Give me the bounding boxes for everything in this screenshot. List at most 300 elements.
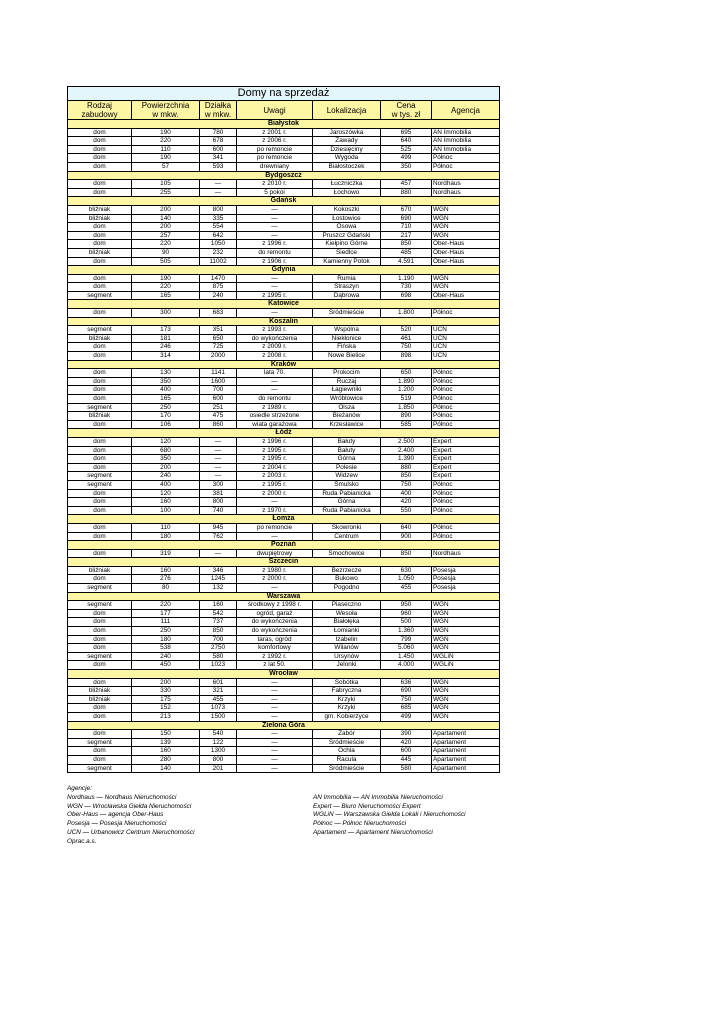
title-row [68,87,500,101]
city-name: Gdynia [68,266,500,275]
table-cell: Wesoła [313,609,381,618]
table-cell: — [237,687,313,696]
table-cell: Białostoczek [313,162,381,171]
table-row [68,472,500,481]
table-cell: Bałuty [313,437,381,446]
table-row [68,205,500,214]
table-cell: 525 [381,145,432,154]
table-cell: 132 [200,584,237,593]
table-row [68,644,500,653]
table-cell: 2.400 [381,446,432,455]
table-cell: 475 [200,412,237,421]
table-cell: 898 [381,352,432,361]
table-cell: — [237,704,313,713]
table-cell: po remoncie [237,523,313,532]
table-cell: dom [68,137,132,146]
table-cell: 740 [200,506,237,515]
table-cell: 4.000 [381,661,432,670]
table-row [68,532,500,541]
table-cell: 650 [381,369,432,378]
table-row [68,283,500,292]
table-cell: — [237,274,313,283]
table-cell: 220 [132,137,200,146]
table-cell: Północ [432,412,500,421]
table-row [68,352,500,361]
table-cell: 400 [132,480,200,489]
table-cell: dom [68,747,132,756]
table-cell: 750 [381,480,432,489]
table-cell: 600 [200,145,237,154]
table-row [68,369,500,378]
table-cell: Krzesławice [313,420,381,429]
table-cell: gm. Kobierzyce [313,712,381,721]
table-cell: dom [68,489,132,498]
table-cell: 213 [132,712,200,721]
table-cell: osiedle strzeżone [237,412,313,421]
table-cell: 550 [381,506,432,515]
notes-right-column [313,794,466,838]
table-cell: 180 [132,532,200,541]
column-header [381,101,432,120]
table-row [68,412,500,421]
table-cell: WGN [432,205,500,214]
table-cell: bliźniak [68,214,132,223]
table-cell: 499 [381,712,432,721]
table-cell: 240 [200,291,237,300]
table-cell: segment [68,764,132,773]
table-cell: dom [68,180,132,189]
table-cell: 100 [132,506,200,515]
table-cell: 799 [381,635,432,644]
table-cell: 11002 [200,257,237,266]
table-cell: WGN [432,635,500,644]
table-cell: 250 [132,627,200,636]
table-cell: Północ [432,386,500,395]
table-cell: po remoncie [237,154,313,163]
table-cell: — [237,584,313,593]
table-cell: Pruszcz Gdański [313,231,381,240]
table-cell: dom [68,549,132,558]
table-cell: 314 [132,352,200,361]
table-row [68,334,500,343]
table-row [68,274,500,283]
note-line: Oprac.a.s. [67,837,97,845]
table-cell: 1073 [200,704,237,713]
table-cell: UCN [432,326,500,335]
table-cell: Kamienny Potok [313,257,381,266]
table-cell: UCN [432,343,500,352]
table-title: Domy na sprzedaż [68,87,500,101]
table-cell: z 2010 r. [237,180,313,189]
table-cell: dom [68,506,132,515]
table-cell: Osowa [313,223,381,232]
table-cell: 351 [200,326,237,335]
table-cell: taras, ogród [237,635,313,644]
city-header-row [68,171,500,180]
table-cell: Piaseczno [313,601,381,610]
city-name: Zielona Góra [68,721,500,730]
table-cell: Dziesięciny [313,145,381,154]
table-cell: 350 [132,455,200,464]
table-cell: Niekłonice [313,334,381,343]
table-cell: WGN [432,618,500,627]
table-cell: Kiełpino Górne [313,240,381,249]
table-cell: Smulsko [313,480,381,489]
table-cell: wiata garażowa [237,420,313,429]
table-cell: 420 [381,738,432,747]
table-cell: 800 [200,755,237,764]
table-cell: po remoncie [237,145,313,154]
table-cell: Bezrzecze [313,566,381,575]
table-cell: 120 [132,489,200,498]
table-cell: — [200,188,237,197]
table-cell: 200 [132,463,200,472]
column-header-line: Rodzaj [87,101,112,110]
table-cell: WGN [432,644,500,653]
table-cell: Straszyn [313,283,381,292]
table-cell: 630 [381,566,432,575]
table-cell: Północ [432,154,500,163]
table-cell: 685 [381,704,432,713]
table-cell: bliźniak [68,566,132,575]
table-cell: 542 [200,609,237,618]
table-cell: 220 [132,240,200,249]
table-cell: dom [68,532,132,541]
notes-left-column [67,794,195,847]
table-cell: dwupiętrowy [237,549,313,558]
table-row [68,223,500,232]
table-cell: dom [68,455,132,464]
table-cell: Zabór [313,730,381,739]
table-cell: Ruda Pabianicka [313,506,381,515]
table-cell: 457 [381,180,432,189]
table-cell: 960 [381,609,432,618]
table-cell: 330 [132,687,200,696]
table-cell: 780 [200,128,237,137]
column-header-line: w tys. zł [391,110,421,119]
table-row [68,145,500,154]
table-cell: 165 [132,395,200,404]
table-cell: WGN [432,712,500,721]
table-cell: z 2001 r. [237,128,313,137]
table-cell: 683 [200,309,237,318]
table-cell: bliźniak [68,334,132,343]
city-header-row [68,558,500,567]
table-cell: — [200,463,237,472]
table-cell: do wykończenia [237,618,313,627]
column-header-line: Działka [204,101,232,110]
table-cell: dom [68,635,132,644]
table-cell: z 2000 r. [237,575,313,584]
table-cell: 1470 [200,274,237,283]
table-cell: 321 [200,687,237,696]
table-cell: 201 [200,764,237,773]
table-cell: Expert [432,472,500,481]
table-cell: 505 [132,257,200,266]
table-cell: 762 [200,532,237,541]
table-cell: Ruczaj [313,377,381,386]
table-cell: 1.390 [381,455,432,464]
table-row [68,386,500,395]
table-cell: 341 [200,154,237,163]
table-cell: Posesja [432,584,500,593]
table-cell: Skowronki [313,523,381,532]
table-cell: Ober-Haus [432,257,500,266]
city-name: Gdańsk [68,197,500,206]
table-cell: do remontu [237,248,313,257]
table-cell: 200 [132,678,200,687]
table-cell: 700 [200,386,237,395]
table-cell: 150 [132,730,200,739]
table-cell: 538 [132,644,200,653]
table-cell: UCN [432,352,500,361]
table-cell: 800 [200,498,237,507]
table-row [68,180,500,189]
note-line: Expert — Biuro Nieruchomości Expert [313,802,421,810]
city-header-row [68,197,500,206]
table-cell: 730 [381,283,432,292]
column-header [68,101,132,120]
table-cell: 255 [132,188,200,197]
table-cell: Śródmieście [313,764,381,773]
table-cell: dom [68,154,132,163]
table-cell: 160 [132,566,200,575]
table-cell: 175 [132,695,200,704]
table-cell: 5.060 [381,644,432,653]
table-cell: z lat 50. [237,661,313,670]
table-cell: 520 [381,326,432,335]
table-cell: 177 [132,609,200,618]
table-cell: 251 [200,403,237,412]
table-cell: Ursynów [313,652,381,661]
table-row [68,162,500,171]
table-cell: — [237,678,313,687]
column-header [132,101,200,120]
table-cell: Expert [432,446,500,455]
table-cell: Ochla [313,747,381,756]
table-cell: z 1995 r. [237,480,313,489]
table-cell: z 1996 r. [237,437,313,446]
table-row [68,755,500,764]
table-cell: 160 [132,747,200,756]
table-cell: z 2006 r. [237,137,313,146]
table-cell: Izabelin [313,635,381,644]
table-cell: 750 [381,343,432,352]
table-cell: dom [68,420,132,429]
table-cell: dom [68,231,132,240]
table-cell: — [237,738,313,747]
table-cell: Olsza [313,403,381,412]
table-cell: 200 [132,205,200,214]
table-cell: dom [68,162,132,171]
table-cell: Posesja [432,566,500,575]
table-row [68,395,500,404]
table-cell: 200 [132,223,200,232]
table-row [68,764,500,773]
table-cell: Expert [432,463,500,472]
table-cell: 875 [200,283,237,292]
table-cell: 450 [132,661,200,670]
table-cell: Wspólna [313,326,381,335]
table-cell: 1023 [200,661,237,670]
table-row [68,420,500,429]
table-cell: 850 [381,472,432,481]
table-cell: Krzyki [313,704,381,713]
table-cell: Łagiewniki [313,386,381,395]
table-cell: 880 [381,188,432,197]
table-cell: 1141 [200,369,237,378]
table-cell: 1.890 [381,377,432,386]
table-row [68,566,500,575]
table-cell: Dąbrowa [313,291,381,300]
city-name: Warszawa [68,592,500,601]
table-cell: 519 [381,395,432,404]
table-cell: 120 [132,437,200,446]
table-row [68,291,500,300]
table-cell: Fabryczna [313,687,381,696]
table-cell: Północ [432,420,500,429]
table-cell: Północ [432,395,500,404]
table-cell: komfortowy [237,644,313,653]
table-cell: Łochowo [313,188,381,197]
table-cell: — [237,205,313,214]
table-row [68,687,500,696]
column-header-line: w mkw. [152,110,179,119]
table-cell: 950 [381,601,432,610]
table-cell: dom [68,446,132,455]
table-row [68,437,500,446]
column-header [200,101,237,120]
table-row [68,730,500,739]
table-cell: — [237,712,313,721]
table-cell: 2750 [200,644,237,653]
city-name: Szczecin [68,558,500,567]
table-cell: — [237,214,313,223]
table-row [68,137,500,146]
city-name: Koszalin [68,317,500,326]
table-cell: WGN [432,223,500,232]
table-cell: dom [68,386,132,395]
table-cell: Północ [432,523,500,532]
table-cell: 678 [200,137,237,146]
table-row [68,214,500,223]
table-row [68,575,500,584]
table-cell: — [237,386,313,395]
city-header-row [68,317,500,326]
table-cell: Północ [432,162,500,171]
table-cell: z 2000 r. [237,489,313,498]
table-cell: Łomianki [313,627,381,636]
city-header-row [68,670,500,679]
table-row [68,248,500,257]
table-cell: Racula [313,755,381,764]
table-cell: 700 [200,635,237,644]
column-header-line: Uwagi [263,105,286,115]
table-cell: 350 [381,162,432,171]
table-cell: 640 [381,523,432,532]
table-cell: 1.850 [381,403,432,412]
table-cell: — [237,309,313,318]
table-cell: 1.050 [381,575,432,584]
table-cell: 640 [381,137,432,146]
table-cell: 400 [381,489,432,498]
table-cell: 850 [200,627,237,636]
note-line: UCN — Urbanowicz Centrum Nieruchomości [67,828,195,836]
table-cell: dom [68,609,132,618]
table-cell: 130 [132,369,200,378]
table-cell: Ober-Haus [432,291,500,300]
table-cell: dom [68,257,132,266]
table-cell: 725 [200,343,237,352]
table-cell: AN Immobilia [432,137,500,146]
table-row [68,652,500,661]
table-cell: AN Immobilia [432,145,500,154]
table-cell: 122 [200,738,237,747]
table-cell: Bałuty [313,446,381,455]
table-cell: 173 [132,326,200,335]
table-cell: z 1992 r. [237,652,313,661]
table-cell: Krzyki [313,695,381,704]
table-cell: 500 [381,618,432,627]
table-cell: z 1996 r. [237,240,313,249]
table-cell: — [200,549,237,558]
table-cell: WGLiN [432,661,500,670]
table-cell: bliźniak [68,205,132,214]
table-row [68,738,500,747]
table-cell: 105 [132,180,200,189]
table-cell: 1050 [200,240,237,249]
table-cell: WGLiN [432,652,500,661]
table-cell: bliźniak [68,248,132,257]
table-cell: Ober-Haus [432,240,500,249]
table-cell: 461 [381,334,432,343]
table-cell: 165 [132,291,200,300]
table-cell: 257 [132,231,200,240]
table-cell: Północ [432,403,500,412]
table-cell: 240 [132,472,200,481]
city-name: Łódź [68,429,500,438]
table-cell: 110 [132,523,200,532]
city-header-row [68,515,500,524]
table-cell: AN Immobilia [432,128,500,137]
header-row [68,101,500,120]
table-cell: WGN [432,601,500,610]
table-cell: 600 [200,395,237,404]
column-header [237,101,313,120]
table-cell: dom [68,523,132,532]
table-row [68,240,500,249]
table-cell: — [237,747,313,756]
table-cell: 593 [200,162,237,171]
city-header-row [68,429,500,438]
table-cell: Wilanów [313,644,381,653]
table-row [68,455,500,464]
table-cell: środkowy z 1998 r. [237,601,313,610]
table-cell: 180 [132,635,200,644]
table-cell: dom [68,498,132,507]
city-name: Poznań [68,541,500,550]
table-cell: Siedlce [313,248,381,257]
table-cell: Sobótka [313,678,381,687]
table-cell: — [237,695,313,704]
city-name: Bydgoszcz [68,171,500,180]
table-cell: WGN [432,627,500,636]
table-cell: WGN [432,231,500,240]
table-cell: 636 [381,678,432,687]
table-cell: 190 [132,154,200,163]
table-cell: — [237,730,313,739]
table-cell: Expert [432,455,500,464]
